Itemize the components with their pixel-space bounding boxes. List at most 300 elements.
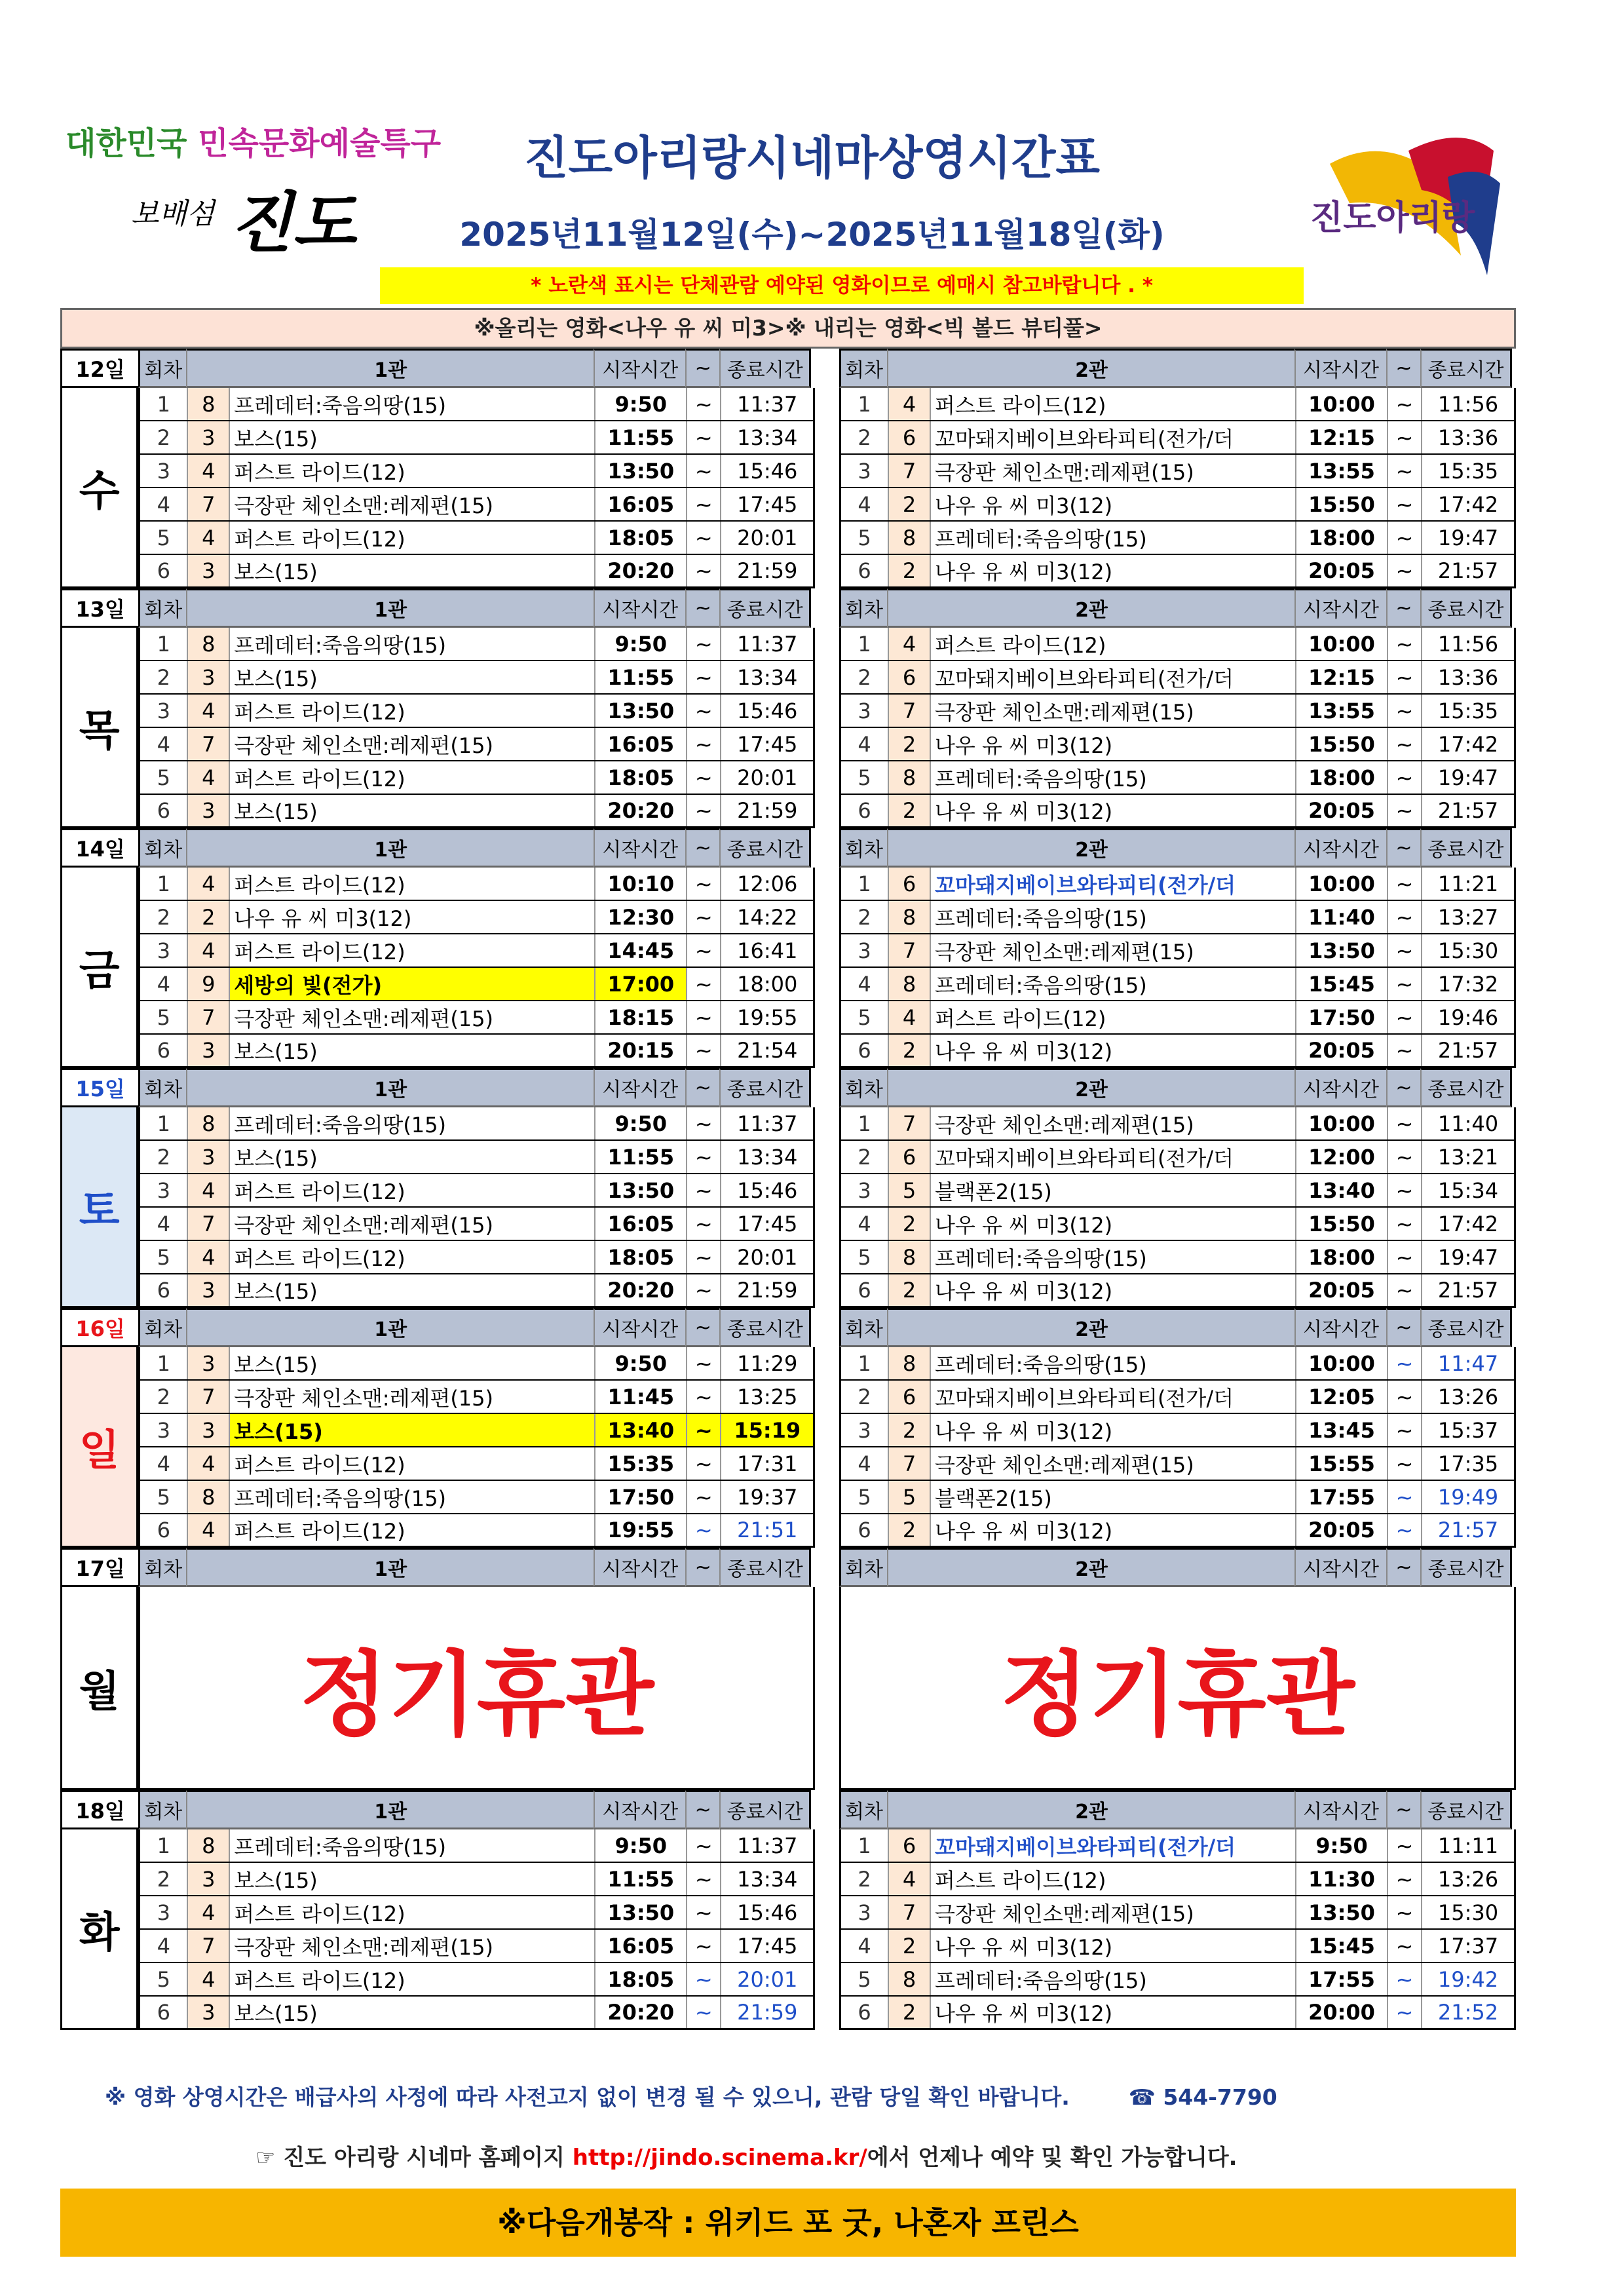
end-time: 19:37 [737,1484,798,1510]
start-time: 13:40 [595,1414,687,1446]
screen-code: 4 [188,1963,230,1995]
round-number: 6 [841,1514,889,1546]
round-header: 회차 [138,349,186,388]
hall-header-1 [138,1068,815,1107]
tilde-header: ~ [685,828,719,868]
end-time: 19:49 [1437,1484,1499,1510]
movie-title: 프레데터:죽음의땅(15) [230,1481,595,1513]
tilde: ~ [687,1896,721,1928]
tilde: ~ [1388,728,1422,760]
movie-title: 나우 유 씨 미3(12) [931,1414,1296,1446]
tilde: ~ [1388,934,1422,966]
tilde-header: ~ [685,1068,719,1107]
showtime-row [140,388,813,421]
round-number: 4 [841,488,889,520]
end-time: 15:35 [1437,458,1499,484]
end-time: 15:30 [1437,938,1499,963]
hall-header-2 [839,1790,1516,1829]
end-time: 11:21 [1437,871,1499,896]
end-time-header: 종료시간 [1420,349,1512,388]
movie-title: 퍼스트 라이드(12) [931,1863,1296,1895]
screen-code: 2 [889,1035,931,1066]
day-5 [60,1548,1516,1790]
day-body [60,868,1516,1068]
tilde: ~ [687,628,721,660]
showtime-row [140,1414,813,1447]
showtime-row [841,388,1514,421]
showtime-row [841,761,1514,795]
screen-code: 3 [188,661,230,693]
tilde: ~ [687,868,721,900]
showtime-row [140,968,813,1001]
tilde: ~ [1388,1141,1422,1173]
tilde: ~ [1388,761,1422,794]
showtime-row [140,1381,813,1414]
showtime-row [140,901,813,934]
screen-code: 2 [889,555,931,586]
hall1-showtimes [138,868,815,1068]
start-time: 15:45 [1296,1930,1388,1962]
end-time: 13:27 [1437,904,1499,930]
round-number: 3 [140,934,188,966]
screen-code: 4 [188,868,230,900]
end-time: 17:42 [1437,1211,1499,1236]
end-time: 14:22 [737,904,798,930]
end-time: 15:34 [1437,1177,1499,1203]
tilde: ~ [1388,868,1422,900]
screen-code: 3 [188,1141,230,1173]
hall-header-2 [839,349,1516,388]
start-time: 20:15 [595,1035,687,1066]
round-number: 6 [140,1514,188,1546]
movie-title: 보스(15) [230,555,595,586]
hall-header-2 [839,1548,1516,1587]
tilde: ~ [687,1481,721,1513]
logo-right-text: 진도아리랑 [1310,199,1475,238]
movie-title: 프레데터:죽음의땅(15) [931,901,1296,933]
schedule-period: 2025년11월12일(수)~2025년11월18일(화) [459,216,1165,254]
end-time-header: 종료시간 [1420,1548,1512,1587]
round-number: 1 [841,388,889,420]
screen-code: 7 [188,1930,230,1962]
hall-header-2 [839,1068,1516,1107]
screen-code: 7 [889,934,931,966]
hall1-header: 1관 [186,1308,594,1347]
screen-code: 4 [889,628,931,660]
tilde: ~ [687,1035,721,1066]
start-time: 11:55 [595,661,687,693]
screen-code: 3 [188,1035,230,1066]
day-date: 13일 [60,588,138,628]
end-time: 19:47 [1437,1244,1499,1270]
hall2-header: 2관 [887,1790,1294,1829]
end-time: 11:47 [1437,1350,1499,1376]
end-time: 13:26 [1437,1384,1499,1409]
end-time: 19:47 [1437,525,1499,550]
hall1-header: 1관 [186,1790,594,1829]
movie-title: 꼬마돼지베이브와타피티(전가/더 [931,661,1296,693]
start-time: 9:50 [595,1347,687,1379]
end-time: 15:46 [737,458,798,484]
round-number: 1 [841,628,889,660]
screen-code: 4 [188,1241,230,1273]
tilde: ~ [687,1001,721,1033]
day-date: 18일 [60,1790,138,1829]
movie-title: 꼬마돼지베이브와타피티(전가/더 [931,868,1296,900]
hall-gap [815,1308,839,1347]
round-header: 회차 [839,1790,887,1829]
tilde-header: ~ [1386,828,1420,868]
start-time: 13:50 [595,1174,687,1206]
movie-title: 퍼스트 라이드(12) [230,1174,595,1206]
round-header: 회차 [839,349,887,388]
hall2-header: 2관 [887,1548,1294,1587]
day-2 [60,828,1516,1068]
end-time: 17:37 [1437,1933,1499,1959]
showtime-row [140,455,813,488]
movie-title: 나우 유 씨 미3(12) [931,795,1296,826]
round-number: 5 [140,1001,188,1033]
round-number: 2 [140,1381,188,1413]
hall1-showtimes [138,1829,815,2030]
movie-title: 퍼스트 라이드(12) [230,1963,595,1995]
round-header: 회차 [138,1790,186,1829]
end-time-header: 종료시간 [1420,828,1512,868]
screen-code: 8 [188,1829,230,1862]
day-header [60,588,1516,628]
round-number: 4 [140,1930,188,1962]
showtime-row [140,1481,813,1514]
tilde-header: ~ [685,1308,719,1347]
showtime-row [841,628,1514,661]
movie-title: 꼬마돼지베이브와타피티(전가/더 [931,1141,1296,1173]
hall1-header: 1관 [186,828,594,868]
hall1-header: 1관 [186,588,594,628]
screen-code: 3 [188,1863,230,1895]
start-time-header: 시작시간 [1294,828,1386,868]
end-time: 17:32 [1437,971,1499,997]
screen-code: 2 [889,795,931,826]
movie-title: 나우 유 씨 미3(12) [931,1930,1296,1962]
end-time: 11:37 [737,391,798,417]
end-time: 13:26 [1437,1866,1499,1892]
start-time: 15:35 [595,1447,687,1480]
movie-title: 퍼스트 라이드(12) [230,455,595,487]
end-time: 15:35 [1437,698,1499,723]
screen-code: 8 [889,1347,931,1379]
screen-code: 2 [889,488,931,520]
start-time: 11:55 [595,1141,687,1173]
screen-code: 6 [889,421,931,453]
hall2-showtimes [839,388,1516,588]
movie-title: 퍼스트 라이드(12) [230,522,595,554]
movie-title: 보스(15) [230,1347,595,1379]
tilde: ~ [1388,1997,1422,2028]
end-time-header: 종료시간 [1420,1068,1512,1107]
start-time: 9:50 [1296,1829,1388,1862]
showtime-row [140,1930,813,1963]
movie-title: 보스(15) [230,421,595,453]
screen-code: 3 [188,1347,230,1379]
round-number: 3 [140,1896,188,1928]
start-time: 18:05 [595,761,687,794]
round-number: 6 [140,1274,188,1306]
end-time: 19:46 [1437,1004,1499,1030]
showtime-row [841,695,1514,728]
showtime-row [140,795,813,828]
round-number: 2 [140,901,188,933]
screen-code: 2 [889,1514,931,1546]
hall-gap [815,828,839,868]
tilde: ~ [1388,1896,1422,1928]
end-time: 21:51 [737,1518,798,1542]
screen-code: 6 [889,1141,931,1173]
closed-notice-hall1: 정기휴관 [138,1587,815,1790]
day-name: 일 [60,1347,138,1548]
tilde: ~ [687,1963,721,1995]
movie-title: 보스(15) [230,1997,595,2028]
start-time: 20:00 [1296,1997,1388,2028]
round-number: 3 [140,695,188,727]
movie-title: 꼬마돼지베이브와타피티(전가/더 [931,1381,1296,1413]
movie-title: 보스(15) [230,1863,595,1895]
closed-notice-hall2: 정기휴관 [839,1587,1516,1790]
end-time: 13:25 [737,1384,798,1409]
tilde-header: ~ [1386,1548,1420,1587]
end-time: 17:35 [1437,1451,1499,1476]
end-time: 11:56 [1437,631,1499,657]
end-time: 21:57 [1437,1518,1499,1542]
hall-gap [815,868,839,1068]
end-time-header: 종료시간 [719,588,811,628]
movie-title: 퍼스트 라이드(12) [230,1447,595,1480]
end-time: 17:45 [737,491,798,517]
movie-title: 나우 유 씨 미3(12) [931,1208,1296,1240]
start-time: 17:55 [1296,1481,1388,1513]
screen-code: 3 [188,421,230,453]
tilde: ~ [1388,488,1422,520]
showtime-row [841,661,1514,695]
start-time: 10:00 [1296,628,1388,660]
round-number: 6 [140,555,188,586]
round-number: 5 [841,1001,889,1033]
showtime-row [841,1481,1514,1514]
end-time: 21:52 [1437,2000,1499,2025]
tilde: ~ [1388,795,1422,826]
movie-title: 프레데터:죽음의땅(15) [931,1347,1296,1379]
start-time: 9:50 [595,388,687,420]
round-number: 4 [841,1447,889,1480]
hall-header-2 [839,588,1516,628]
start-time: 13:50 [595,455,687,487]
tilde: ~ [1388,1001,1422,1033]
screen-code: 2 [889,1997,931,2028]
round-header: 회차 [138,1548,186,1587]
hall1-header: 1관 [186,349,594,388]
end-time: 13:36 [1437,664,1499,690]
showtime-row [140,421,813,455]
movie-title: 프레데터:죽음의땅(15) [931,522,1296,554]
screen-code: 5 [889,1174,931,1206]
day-1 [60,588,1516,828]
phone-number: ☎ 544-7790 [1128,2084,1277,2110]
end-time: 21:57 [1437,1038,1499,1063]
movie-title: 극장판 체인소맨:레제편(15) [931,1107,1296,1139]
showtime-row [140,555,813,588]
movie-title: 프레데터:죽음의땅(15) [931,968,1296,1000]
start-time: 20:20 [595,795,687,826]
day-0 [60,349,1516,588]
tilde: ~ [1388,1963,1422,1995]
day-3 [60,1068,1516,1308]
day-name: 수 [60,388,138,588]
hall2-showtimes [839,628,1516,828]
end-time: 21:59 [737,798,798,823]
tilde-header: ~ [685,349,719,388]
screen-code: 4 [188,934,230,966]
day-header [60,1308,1516,1347]
homepage-link[interactable]: http://jindo.scinema.kr/ [572,2145,867,2171]
start-time: 11:55 [595,1863,687,1895]
tilde: ~ [1388,695,1422,727]
tilde: ~ [687,795,721,826]
end-time: 12:06 [737,871,798,896]
showtime-row [841,1381,1514,1414]
tilde: ~ [687,1107,721,1139]
screen-code: 6 [889,868,931,900]
showtime-row [841,1863,1514,1896]
start-time: 13:50 [595,1896,687,1928]
tilde: ~ [1388,1274,1422,1306]
tilde: ~ [687,661,721,693]
round-number: 2 [140,421,188,453]
day-header [60,828,1516,868]
hall-header-1 [138,349,815,388]
round-number: 1 [140,1107,188,1139]
end-time: 11:29 [737,1350,798,1376]
hall-header-1 [138,588,815,628]
screen-code: 4 [188,1447,230,1480]
hall-gap [815,628,839,828]
end-time: 17:45 [737,731,798,757]
tilde: ~ [687,1863,721,1895]
end-time: 21:59 [737,2000,798,2025]
showtime-row [841,1997,1514,2030]
start-time-header: 시작시간 [1294,349,1386,388]
round-number: 2 [841,1863,889,1895]
tilde: ~ [1388,1347,1422,1379]
round-number: 5 [841,1481,889,1513]
start-time: 9:50 [595,1107,687,1139]
movie-title: 블랙폰2(15) [931,1174,1296,1206]
showtime-row [841,728,1514,761]
showtime-row [841,1930,1514,1963]
tilde: ~ [1388,1107,1422,1139]
showtime-row [140,1514,813,1548]
screen-code: 3 [188,1997,230,2028]
round-number: 4 [841,1208,889,1240]
tilde: ~ [687,1930,721,1962]
showtime-row [841,1274,1514,1308]
screen-code: 4 [889,1863,931,1895]
start-time: 15:50 [1296,728,1388,760]
round-header: 회차 [839,828,887,868]
round-number: 2 [841,1141,889,1173]
screen-code: 2 [889,728,931,760]
release-banner: ※올리는 영화<나우 유 씨 미3>※ 내리는 영화<빅 볼드 뷰티풀> [60,308,1516,349]
round-number: 1 [140,388,188,420]
round-number: 5 [841,1241,889,1273]
round-number: 3 [841,695,889,727]
day-name: 목 [60,628,138,828]
screen-code: 7 [889,1447,931,1480]
start-time: 20:05 [1296,1514,1388,1546]
screen-code: 8 [188,1107,230,1139]
movie-title: 퍼스트 라이드(12) [931,1001,1296,1033]
showtime-row [140,1208,813,1241]
tilde: ~ [1388,388,1422,420]
start-time-header: 시작시간 [1294,588,1386,628]
tilde: ~ [687,488,721,520]
showtime-row [841,1141,1514,1174]
round-number: 5 [140,1481,188,1513]
start-time: 13:50 [595,695,687,727]
screen-code: 2 [889,1208,931,1240]
tilde: ~ [687,1174,721,1206]
end-time: 11:37 [737,1833,798,1858]
end-time: 20:01 [737,1244,798,1270]
round-number: 1 [140,868,188,900]
day-name: 금 [60,868,138,1068]
tilde: ~ [1388,1930,1422,1962]
tilde: ~ [1388,1829,1422,1862]
screen-code: 2 [889,1930,931,1962]
round-number: 6 [841,555,889,586]
start-time: 13:55 [1296,455,1388,487]
tilde: ~ [1388,901,1422,933]
start-time-header: 시작시간 [1294,1548,1386,1587]
start-time: 12:05 [1296,1381,1388,1413]
start-time-header: 시작시간 [594,1308,685,1347]
homepage-info: ☞ 진도 아리랑 시네마 홈페이지 http://jindo.scinema.kr/에서 언제나 예약 및 확인 가능합니다. [255,2145,1237,2171]
start-time: 15:55 [1296,1447,1388,1480]
movie-title: 나우 유 씨 미3(12) [230,901,595,933]
day-body [60,388,1516,588]
end-time: 21:57 [1437,1278,1499,1303]
tilde: ~ [1388,522,1422,554]
round-number: 3 [140,1414,188,1446]
tilde-header: ~ [1386,1790,1420,1829]
end-time: 11:37 [737,1111,798,1136]
showtime-row [841,868,1514,901]
logo-left-line2: 보배섬 [131,197,215,231]
end-time: 17:45 [737,1933,798,1959]
screen-code: 4 [889,388,931,420]
start-time: 15:50 [1296,1208,1388,1240]
end-time: 13:34 [737,425,798,450]
round-header: 회차 [138,1308,186,1347]
showtime-row [841,1347,1514,1381]
tilde: ~ [687,1997,721,2028]
change-notice: ※ 영화 상영시간은 배급사의 사정에 따라 사전고지 없이 변경 될 수 있으니, 관람 당일 확인 바랍니다. ☎ 544-7790 [105,2084,1277,2110]
round-header: 회차 [839,1308,887,1347]
end-time: 15:46 [737,1177,798,1203]
hall1-showtimes [138,1107,815,1308]
end-time: 13:21 [1437,1144,1499,1170]
screen-code: 7 [188,728,230,760]
hall-gap [815,1829,839,2030]
start-time: 20:20 [595,1997,687,2028]
